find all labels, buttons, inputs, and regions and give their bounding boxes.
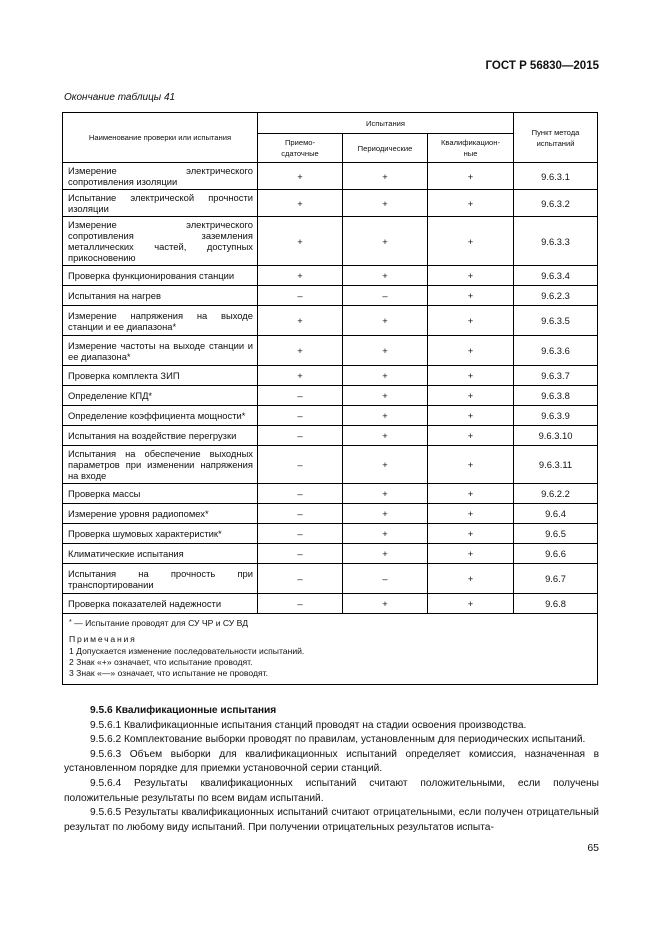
method-cell: 9.6.3.5 <box>514 306 598 336</box>
paragraph: 9.5.6.4 Результаты квалификационных испытаний считают положительными, если получены положительные результаты по всем видам испытаний. <box>64 777 599 804</box>
row-name-cell: Проверка показателей надежности <box>63 594 258 614</box>
periodic-cell: + <box>343 266 428 286</box>
method-cell: 9.6.8 <box>514 594 598 614</box>
acceptance-cell: – <box>258 446 343 484</box>
paragraph: 9.5.6.2 Комплектование выборки проводят по правилам, установленным для периодических испытаний. <box>90 734 586 746</box>
acceptance-cell: – <box>258 524 343 544</box>
periodic-cell: + <box>343 190 428 217</box>
table-row <box>63 426 598 446</box>
table-row <box>63 594 598 614</box>
method-cell: 9.6.2.3 <box>514 286 598 306</box>
method-cell: 9.6.3.4 <box>514 266 598 286</box>
method-cell: 9.6.3.3 <box>514 217 598 266</box>
periodic-cell: + <box>343 366 428 386</box>
section-heading: 9.5.6 Квалификационные испытания <box>90 705 277 716</box>
method-cell: 9.6.7 <box>514 564 598 594</box>
row-name-cell: Испытания на воздействие перегрузки <box>63 426 258 446</box>
method-cell: 9.6.3.1 <box>514 163 598 190</box>
method-cell: 9.6.4 <box>514 504 598 524</box>
qualification-cell: + <box>428 286 514 306</box>
acceptance-cell: – <box>258 406 343 426</box>
periodic-cell: + <box>343 386 428 406</box>
table-row <box>63 484 598 504</box>
acceptance-cell: – <box>258 504 343 524</box>
table-row <box>63 366 598 386</box>
qualification-cell: + <box>428 504 514 524</box>
row-name-cell: Измерение напряжения на выходе станции и ее диапазона* <box>63 306 258 336</box>
periodic-cell: + <box>343 406 428 426</box>
periodic-cell: + <box>343 426 428 446</box>
row-name-cell: Измерение частоты на выходе станции и ее диапазона* <box>63 336 258 366</box>
row-name-cell: Испытания на обеспечение выходных параметров при изменении напряжения на входе <box>63 446 258 484</box>
page-number: 65 <box>587 842 599 854</box>
qualification-cell: + <box>428 594 514 614</box>
acceptance-cell: + <box>258 217 343 266</box>
qualification-cell: + <box>428 426 514 446</box>
table-row <box>63 286 598 306</box>
header-acceptance: Приемо-сдаточные <box>258 134 343 163</box>
acceptance-cell: – <box>258 426 343 446</box>
method-cell: 9.6.3.10 <box>514 426 598 446</box>
acceptance-cell: + <box>258 306 343 336</box>
acceptance-cell: + <box>258 266 343 286</box>
periodic-cell: – <box>343 564 428 594</box>
table-row <box>63 306 598 336</box>
table-row <box>63 524 598 544</box>
qualification-cell: + <box>428 386 514 406</box>
header-periodic: Периодические <box>343 134 428 163</box>
qualification-cell: + <box>428 336 514 366</box>
periodic-cell: + <box>343 217 428 266</box>
qualification-cell: + <box>428 163 514 190</box>
table-caption: Окончание таблицы 41 <box>64 92 176 103</box>
row-name-cell: Испытание электрической прочности изоляции <box>63 190 258 217</box>
table-row <box>63 446 598 484</box>
note-item: 2 Знак «+» означает, что испытание проводят. <box>69 656 253 667</box>
qualification-cell: + <box>428 306 514 336</box>
row-name-cell: Измерение электрического сопротивления изоляции <box>63 163 258 190</box>
acceptance-cell: – <box>258 484 343 504</box>
method-cell: 9.6.3.2 <box>514 190 598 217</box>
acceptance-cell: + <box>258 366 343 386</box>
notes-title: Примечания <box>69 634 137 645</box>
acceptance-cell: + <box>258 190 343 217</box>
acceptance-cell: – <box>258 544 343 564</box>
method-cell: 9.6.3.9 <box>514 406 598 426</box>
row-name-cell: Измерение электрического сопротивления заземления металлических частей, доступных прикосновению <box>63 217 258 266</box>
qualification-cell: + <box>428 564 514 594</box>
standard-number: ГОСТ Р 56830—2015 <box>485 60 599 72</box>
table-row <box>63 386 598 406</box>
row-name-cell: Проверка массы <box>63 484 258 504</box>
table-row <box>63 190 598 217</box>
header-tests: Испытания <box>258 113 514 134</box>
header-method: Пункт метода испытаний <box>514 113 598 163</box>
paragraph: 9.5.6.3 Объем выборки для квалификационных испытаний определяет комиссия, назначенная в установленном порядке для приемки установочной серии станций. <box>64 748 599 775</box>
method-cell: 9.6.5 <box>514 524 598 544</box>
row-name-cell: Определение коэффициента мощности* <box>63 406 258 426</box>
tests-table <box>62 112 597 685</box>
periodic-cell: + <box>343 446 428 484</box>
periodic-cell: + <box>343 524 428 544</box>
qualification-cell: + <box>428 524 514 544</box>
method-cell: 9.6.3.8 <box>514 386 598 406</box>
row-name-cell: Определение КПД* <box>63 386 258 406</box>
row-name-cell: Проверка комплекта ЗИП <box>63 366 258 386</box>
acceptance-cell: – <box>258 286 343 306</box>
qualification-cell: + <box>428 217 514 266</box>
section-text <box>64 704 599 835</box>
row-name-cell: Испытания на прочность при транспортировании <box>63 564 258 594</box>
acceptance-cell: + <box>258 336 343 366</box>
periodic-cell: + <box>343 163 428 190</box>
footnote: * — Испытание проводят для СУ ЧР и СУ ВД <box>69 618 249 628</box>
paragraph: 9.5.6.5 Результаты квалификационных испытаний считают отрицательными, если получен отрицательный результат по любому виду испытаний. При получении отрицательных результатов испыта- <box>64 807 599 833</box>
acceptance-cell: – <box>258 564 343 594</box>
note-item: 1 Допускается изменение последовательности испытаний. <box>69 645 305 656</box>
periodic-cell: + <box>343 504 428 524</box>
table-row <box>63 266 598 286</box>
method-cell: 9.6.6 <box>514 544 598 564</box>
qualification-cell: + <box>428 406 514 426</box>
qualification-cell: + <box>428 366 514 386</box>
row-name-cell: Проверка шумовых характеристик* <box>63 524 258 544</box>
periodic-cell: + <box>343 336 428 366</box>
periodic-cell: + <box>343 484 428 504</box>
acceptance-cell: – <box>258 594 343 614</box>
method-cell: 9.6.3.7 <box>514 366 598 386</box>
note-item: 3 Знак «—» означает, что испытание не проводят. <box>69 668 269 679</box>
qualification-cell: + <box>428 266 514 286</box>
row-name-cell: Испытания на нагрев <box>63 286 258 306</box>
header-name: Наименование проверки или испытания <box>63 113 258 163</box>
qualification-cell: + <box>428 544 514 564</box>
paragraph: 9.5.6.1 Квалификационные испытания станций проводят на стадии освоения производства. <box>90 719 527 731</box>
qualification-cell: + <box>428 190 514 217</box>
acceptance-cell: – <box>258 386 343 406</box>
method-cell: 9.6.3.11 <box>514 446 598 484</box>
periodic-cell: + <box>343 594 428 614</box>
acceptance-cell: + <box>258 163 343 190</box>
table-row <box>63 406 598 426</box>
table-notes <box>63 614 598 685</box>
method-cell: 9.6.3.6 <box>514 336 598 366</box>
row-name-cell: Климатические испытания <box>63 544 258 564</box>
periodic-cell: + <box>343 544 428 564</box>
periodic-cell: + <box>343 306 428 336</box>
periodic-cell: – <box>343 286 428 306</box>
table-row <box>63 217 598 266</box>
qualification-cell: + <box>428 484 514 504</box>
table-row <box>63 564 598 594</box>
table-row <box>63 336 598 366</box>
row-name-cell: Измерение уровня радиопомех* <box>63 504 258 524</box>
table-row <box>63 504 598 524</box>
row-name-cell: Проверка функционирования станции <box>63 266 258 286</box>
table-row <box>63 163 598 190</box>
method-cell: 9.6.2.2 <box>514 484 598 504</box>
qualification-cell: + <box>428 446 514 484</box>
table-row <box>63 544 598 564</box>
header-qualification: Квалификацион-ные <box>428 134 514 163</box>
